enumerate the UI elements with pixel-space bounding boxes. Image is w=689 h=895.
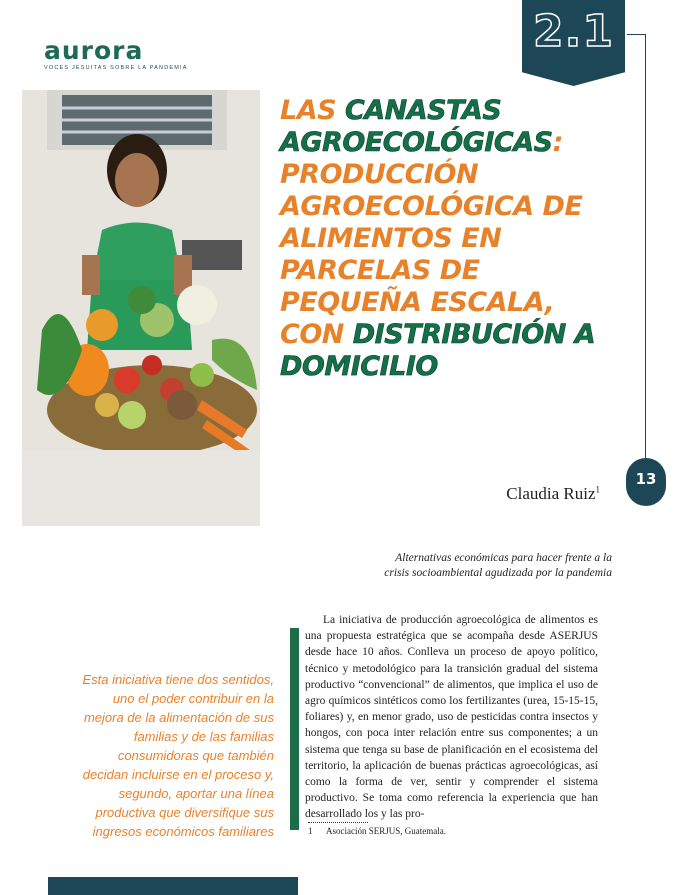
chapter-number: 2.1 (533, 6, 614, 57)
woman-with-vegetable-basket-photo (22, 90, 260, 526)
article-title (280, 95, 610, 383)
logo-tagline: VOCES JESUITAS SOBRE LA PANDEMIA (44, 65, 188, 71)
footnote-text: Asociación SERJUS, Guatemala. (326, 826, 446, 836)
author-name (470, 484, 600, 504)
epigraph: Alternativas económicas para hacer frente a la crisis socioambiental agudizada por la pandemia (384, 552, 612, 579)
author-name-text: Claudia Ruiz (506, 484, 596, 503)
title-segment: DISTRIBUCIÓN A DOMICILIO (280, 319, 596, 382)
logo-wordmark: aurora (44, 36, 144, 65)
aurora-logo (44, 36, 188, 71)
page-number: 13 (635, 470, 657, 488)
title-segment: : PRODUCCIÓN AGROECOLÓGICA DE ALIMENTOS EN PARCELAS DE PEQUEÑA ESCALA, CON (280, 127, 583, 350)
footnote-rule (308, 822, 368, 823)
author-footnote-mark: 1 (595, 484, 600, 495)
chapter-rule-vertical (645, 34, 646, 458)
pull-quote: Esta iniciativa tiene dos sentidos, uno el poder contribuir en la mejora de la alimentación de sus familias y de las familias consumidoras que también decidan incluirse en el proceso y, segundo, aportar una línea productiva que diversifique sus ingresos económicos familiares (82, 672, 274, 839)
body-paragraph: La iniciativa de producción agroecológica de alimentos es una propuesta estratégica que se acompaña desde ASERJUS desde hace 10 años. Conlleva un proceso de apoyo político, técnico y metodológico para la transición gradual del sistema productivo “convencional” de alimentos, que implica el uso de agro químicos sintéticos como los fertilizantes (urea, 15-15-15, foliares) y, en menor grado, uso de pesticidas contra insectos y hongos, con poca inter relación entre sus componentes; a un sistema que tenga su base de planificación en el ecosistema del territorio, la aplicación de buenas prácticas agroecológicas, así como la forma de ver, sentir y comprender el sistema productivo. Se toma como referencia la experiencia que han desarrollado los y las pro- (305, 614, 598, 821)
footnote (308, 826, 598, 836)
footnote-number: 1 (308, 826, 313, 836)
title-segment: LAS (280, 95, 345, 126)
accent-bar (290, 628, 299, 830)
title-segment: CANASTAS AGROECOLÓGICAS (280, 95, 553, 158)
footer-bar (48, 877, 298, 895)
chapter-rule-horizontal (627, 34, 645, 35)
